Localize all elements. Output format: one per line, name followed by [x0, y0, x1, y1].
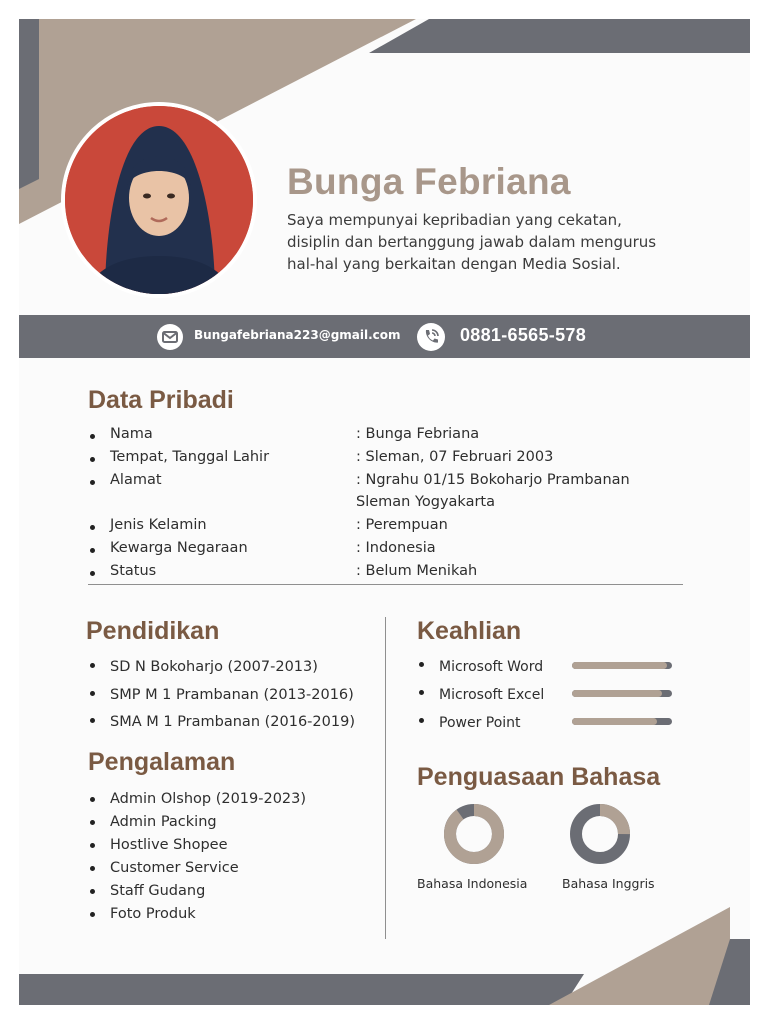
- section-title-bahasa: Penguasaan Bahasa: [417, 763, 661, 791]
- mail-icon: [157, 324, 183, 350]
- list-item: Admin Packing: [88, 811, 306, 834]
- data-label: Jenis Kelamin: [110, 517, 207, 533]
- list-item: SMA M 1 Prambanan (2016-2019): [88, 709, 355, 737]
- data-value: : Perempuan: [356, 517, 448, 533]
- skill-bar: [572, 718, 672, 725]
- bio-line: hal-hal yang berkaitan dengan Media Sosial.: [287, 255, 621, 273]
- skill-name: Power Point: [417, 709, 544, 737]
- portrait-illustration: [65, 106, 253, 294]
- cv-page: [19, 19, 750, 1005]
- list-item: Hostlive Shopee: [88, 834, 306, 857]
- data-label: Kewarga Negaraan: [110, 540, 248, 556]
- bottom-right-taupe-triangle: [549, 907, 730, 1005]
- section-title-data-pribadi: Data Pribadi: [88, 386, 234, 414]
- skill-fill: [572, 662, 667, 669]
- skill-name: Microsoft Word: [417, 653, 544, 681]
- skill-fill: [572, 718, 657, 725]
- column-divider: [385, 617, 386, 939]
- language-donut-inggris: [568, 802, 632, 866]
- profile-photo: [61, 102, 257, 298]
- pengalaman-list: [88, 788, 306, 926]
- contact-bar: [19, 315, 750, 358]
- data-value-continued: Sleman Yogyakarta: [356, 494, 495, 510]
- language-label: Bahasa Indonesia: [417, 876, 528, 891]
- skill-name: Microsoft Excel: [417, 681, 544, 709]
- email-link[interactable]: Bungafebriana223@gmail.com: [194, 328, 401, 342]
- list-item: Foto Produk: [88, 903, 306, 926]
- list-item: Staff Gudang: [88, 880, 306, 903]
- phone-icon: [417, 323, 445, 351]
- top-right-slate-bar: [369, 19, 750, 53]
- section-title-pengalaman: Pengalaman: [88, 748, 236, 776]
- top-left-slate-strip: [19, 19, 39, 189]
- data-value: : Indonesia: [356, 540, 436, 556]
- list-item: SMP M 1 Prambanan (2013-2016): [88, 682, 355, 710]
- data-label: Nama: [110, 426, 153, 442]
- bio-text: [287, 209, 707, 275]
- divider: [88, 584, 683, 585]
- skill-bar: [572, 662, 672, 669]
- pendidikan-list: [88, 654, 355, 737]
- section-title-keahlian: Keahlian: [417, 617, 522, 645]
- phone-number[interactable]: 0881-6565-578: [460, 325, 587, 345]
- bio-line: disiplin dan bertanggung jawab dalam mengurus: [287, 233, 657, 251]
- bio-line: Saya mempunyai kepribadian yang cekatan,: [287, 211, 622, 229]
- candidate-name: Bunga Febriana: [287, 161, 571, 202]
- data-value: : Bunga Febriana: [356, 426, 480, 442]
- data-label: Tempat, Tanggal Lahir: [110, 449, 270, 465]
- skill-fill: [572, 690, 662, 697]
- data-label: Status: [110, 563, 157, 579]
- language-label: Bahasa Inggris: [562, 876, 655, 891]
- data-value: : Ngrahu 01/15 Bokoharjo Prambanan: [356, 472, 630, 488]
- list-item: SD N Bokoharjo (2007-2013): [88, 654, 355, 682]
- data-value: : Sleman, 07 Februari 2003: [356, 449, 554, 465]
- list-item: Admin Olshop (2019-2023): [88, 788, 306, 811]
- data-label: Alamat: [110, 472, 162, 488]
- data-value: : Belum Menikah: [356, 563, 478, 579]
- skill-bar: [572, 690, 672, 697]
- language-donut-indonesia: [442, 802, 506, 866]
- section-title-pendidikan: Pendidikan: [86, 617, 220, 645]
- list-item: Customer Service: [88, 857, 306, 880]
- keahlian-list: [417, 653, 544, 737]
- bottom-slate-bar: [19, 974, 584, 1005]
